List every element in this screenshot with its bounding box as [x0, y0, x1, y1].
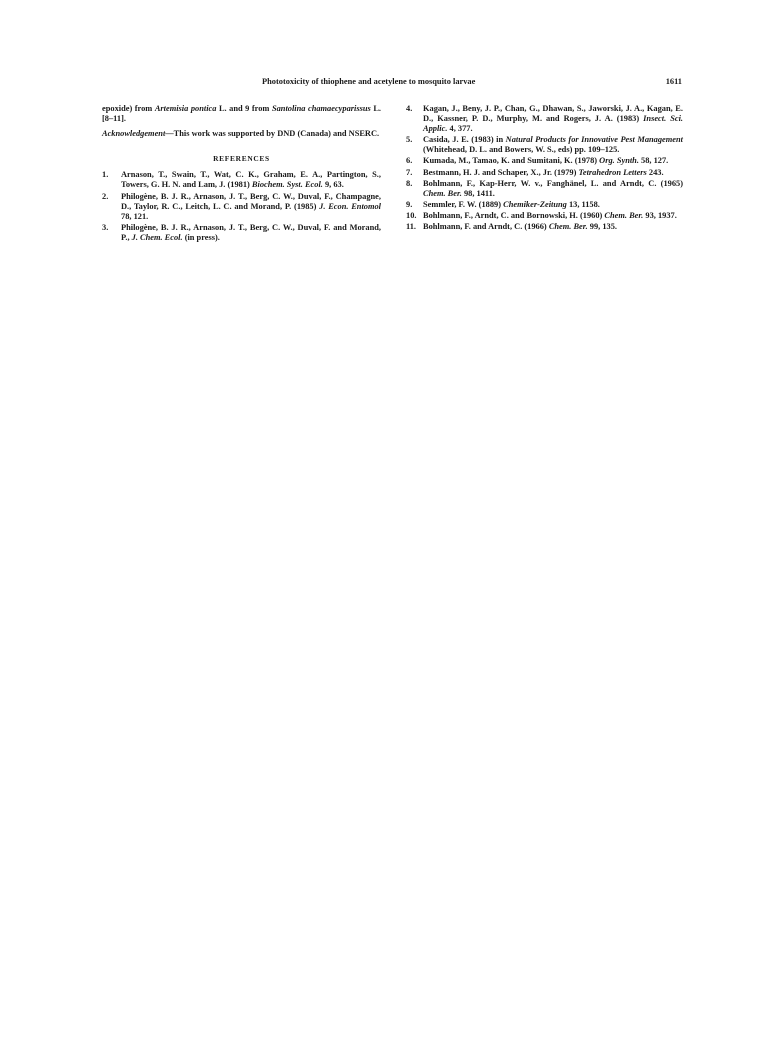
reference-item — [102, 223, 381, 243]
reference-authors: Kagan, J., Beny, J. P., Chan, G., Dhawan, S., Jaworski, J. A., Kagan, E. D., Kassner, P. D., Murphy, M. and Rogers, J. A. (1983) — [423, 104, 683, 124]
reference-pages: (in press). — [182, 232, 220, 242]
reference-pages: , 121. — [129, 211, 149, 221]
reference-number: 10. — [406, 210, 417, 220]
species-name: Artemisia pontica — [154, 104, 217, 113]
right-column — [406, 104, 683, 233]
reference-number: 6. — [406, 156, 413, 166]
reference-journal: Biochem. Syst. Ecol. — [251, 180, 323, 190]
reference-number: 11. — [406, 222, 417, 232]
reference-number: 9. — [406, 199, 413, 209]
reference-list-left — [102, 170, 381, 243]
reference-pages: , 135. — [598, 222, 617, 232]
reference-volume: 98 — [461, 188, 473, 198]
reference-authors: Bestmann, H. J. and Schaper, X., Jr. (1979) — [423, 167, 579, 177]
acknowledgement-label: Acknowledgement — [102, 129, 166, 139]
references-heading: REFERENCES — [213, 154, 270, 164]
text-run: L. [8–11]. — [102, 104, 381, 124]
reference-number: 1. — [102, 170, 109, 180]
running-title: Phototoxicity of thiophene and acetylene to mosquito larvae — [262, 77, 476, 86]
reference-volume: 93 — [643, 210, 654, 220]
reference-number: 7. — [406, 167, 413, 177]
reference-journal: Org. Synth. — [599, 156, 639, 166]
reference-authors: Bohlmann, F., Kap-Herr, W. v., Fanghänel, L. and Arndt, C. (1965) — [423, 178, 683, 188]
reference-pages: (Whitehead, D. L. and Bowers, W. S., eds) pp. 109–125. — [423, 145, 620, 155]
left-column — [102, 104, 381, 244]
page-number: 1611 — [665, 77, 682, 86]
reference-volume: 78 — [121, 211, 130, 221]
reference-volume: 99 — [587, 222, 599, 232]
reference-number: 5. — [406, 135, 413, 145]
reference-item — [406, 168, 683, 178]
reference-pages: , 377. — [453, 124, 473, 134]
acknowledgement-text: —This work was supported by DND (Canada) and NSERC. — [165, 129, 380, 139]
reference-authors: Philogène, B. J. R., Arnason, J. T., Berg, C. W., Duval, F., Champagne, D., Taylor, R. C., Leitch, L. C. and Morand, P. (1985) — [121, 191, 381, 211]
reference-list-right — [406, 104, 683, 232]
reference-item — [406, 222, 683, 232]
reference-item — [102, 192, 381, 222]
reference-journal: Natural Products for Innovative Pest Management — [505, 135, 683, 145]
reference-item — [102, 170, 381, 190]
reference-item — [406, 211, 683, 221]
reference-number: 3. — [102, 222, 109, 232]
reference-authors: Bohlmann, F. and Arndt, C. (1966) — [423, 222, 549, 232]
reference-volume: 13 — [566, 199, 578, 209]
reference-pages: , 1158. — [577, 199, 600, 209]
reference-authors: Arnason, T., Swain, T., Wat, C. K., Graham, E. A., Partington, S., Towers, G. H. N. and Lam, J. (1981) — [121, 170, 381, 190]
text-run: L. and 9 from — [216, 104, 272, 113]
reference-number: 4. — [406, 104, 413, 113]
acknowledgement-paragraph — [102, 129, 381, 139]
body-paragraph — [102, 104, 381, 124]
reference-number: 8. — [406, 178, 413, 188]
reference-pages: , 63. — [329, 180, 344, 190]
reference-journal: Chemiker-Zeitung — [503, 199, 567, 209]
reference-authors: Philogène, B. J. R., Arnason, J. T., Berg, C. W., Duval, F. and Morand, P., — [121, 222, 381, 242]
reference-item — [406, 179, 683, 199]
reference-journal: Insect. Sci. Applic. — [423, 114, 684, 134]
reference-authors: Bohlmann, F., Arndt, C. and Bornowski, H. (1960) — [423, 210, 605, 220]
reference-pages: , 1411. — [472, 188, 495, 198]
reference-authors: Semmler, F. W. (1889) — [423, 199, 504, 209]
reference-journal: J. Chem. Ecol. — [131, 232, 183, 242]
reference-volume: 9 — [322, 180, 330, 190]
reference-volume: 4 — [447, 124, 454, 134]
reference-volume: 58 — [638, 156, 650, 166]
reference-journal: J. Econ. Entomol — [319, 201, 382, 211]
reference-number: 2. — [102, 191, 109, 201]
reference-item — [406, 200, 683, 210]
reference-pages: 243. — [646, 167, 664, 177]
reference-authors: Casida, J. E. (1983) in — [423, 135, 506, 145]
text-run: epoxide) from — [102, 104, 155, 113]
reference-authors: Kumada, M., Tamao, K. and Sumitani, K. (1978) — [423, 156, 600, 166]
species-name: Santolina chamaecyparissus — [271, 104, 371, 113]
reference-item — [406, 156, 683, 166]
reference-journal: Chem. Ber. — [604, 210, 644, 220]
reference-journal: Chem. Ber. — [423, 188, 462, 198]
reference-journal: Chem. Ber. — [548, 222, 588, 232]
reference-journal: Tetrahedron Letters — [578, 167, 647, 177]
reference-pages: , 127. — [649, 156, 669, 166]
reference-item — [406, 135, 683, 155]
reference-pages: , 1937. — [653, 210, 677, 220]
reference-item — [406, 104, 683, 134]
